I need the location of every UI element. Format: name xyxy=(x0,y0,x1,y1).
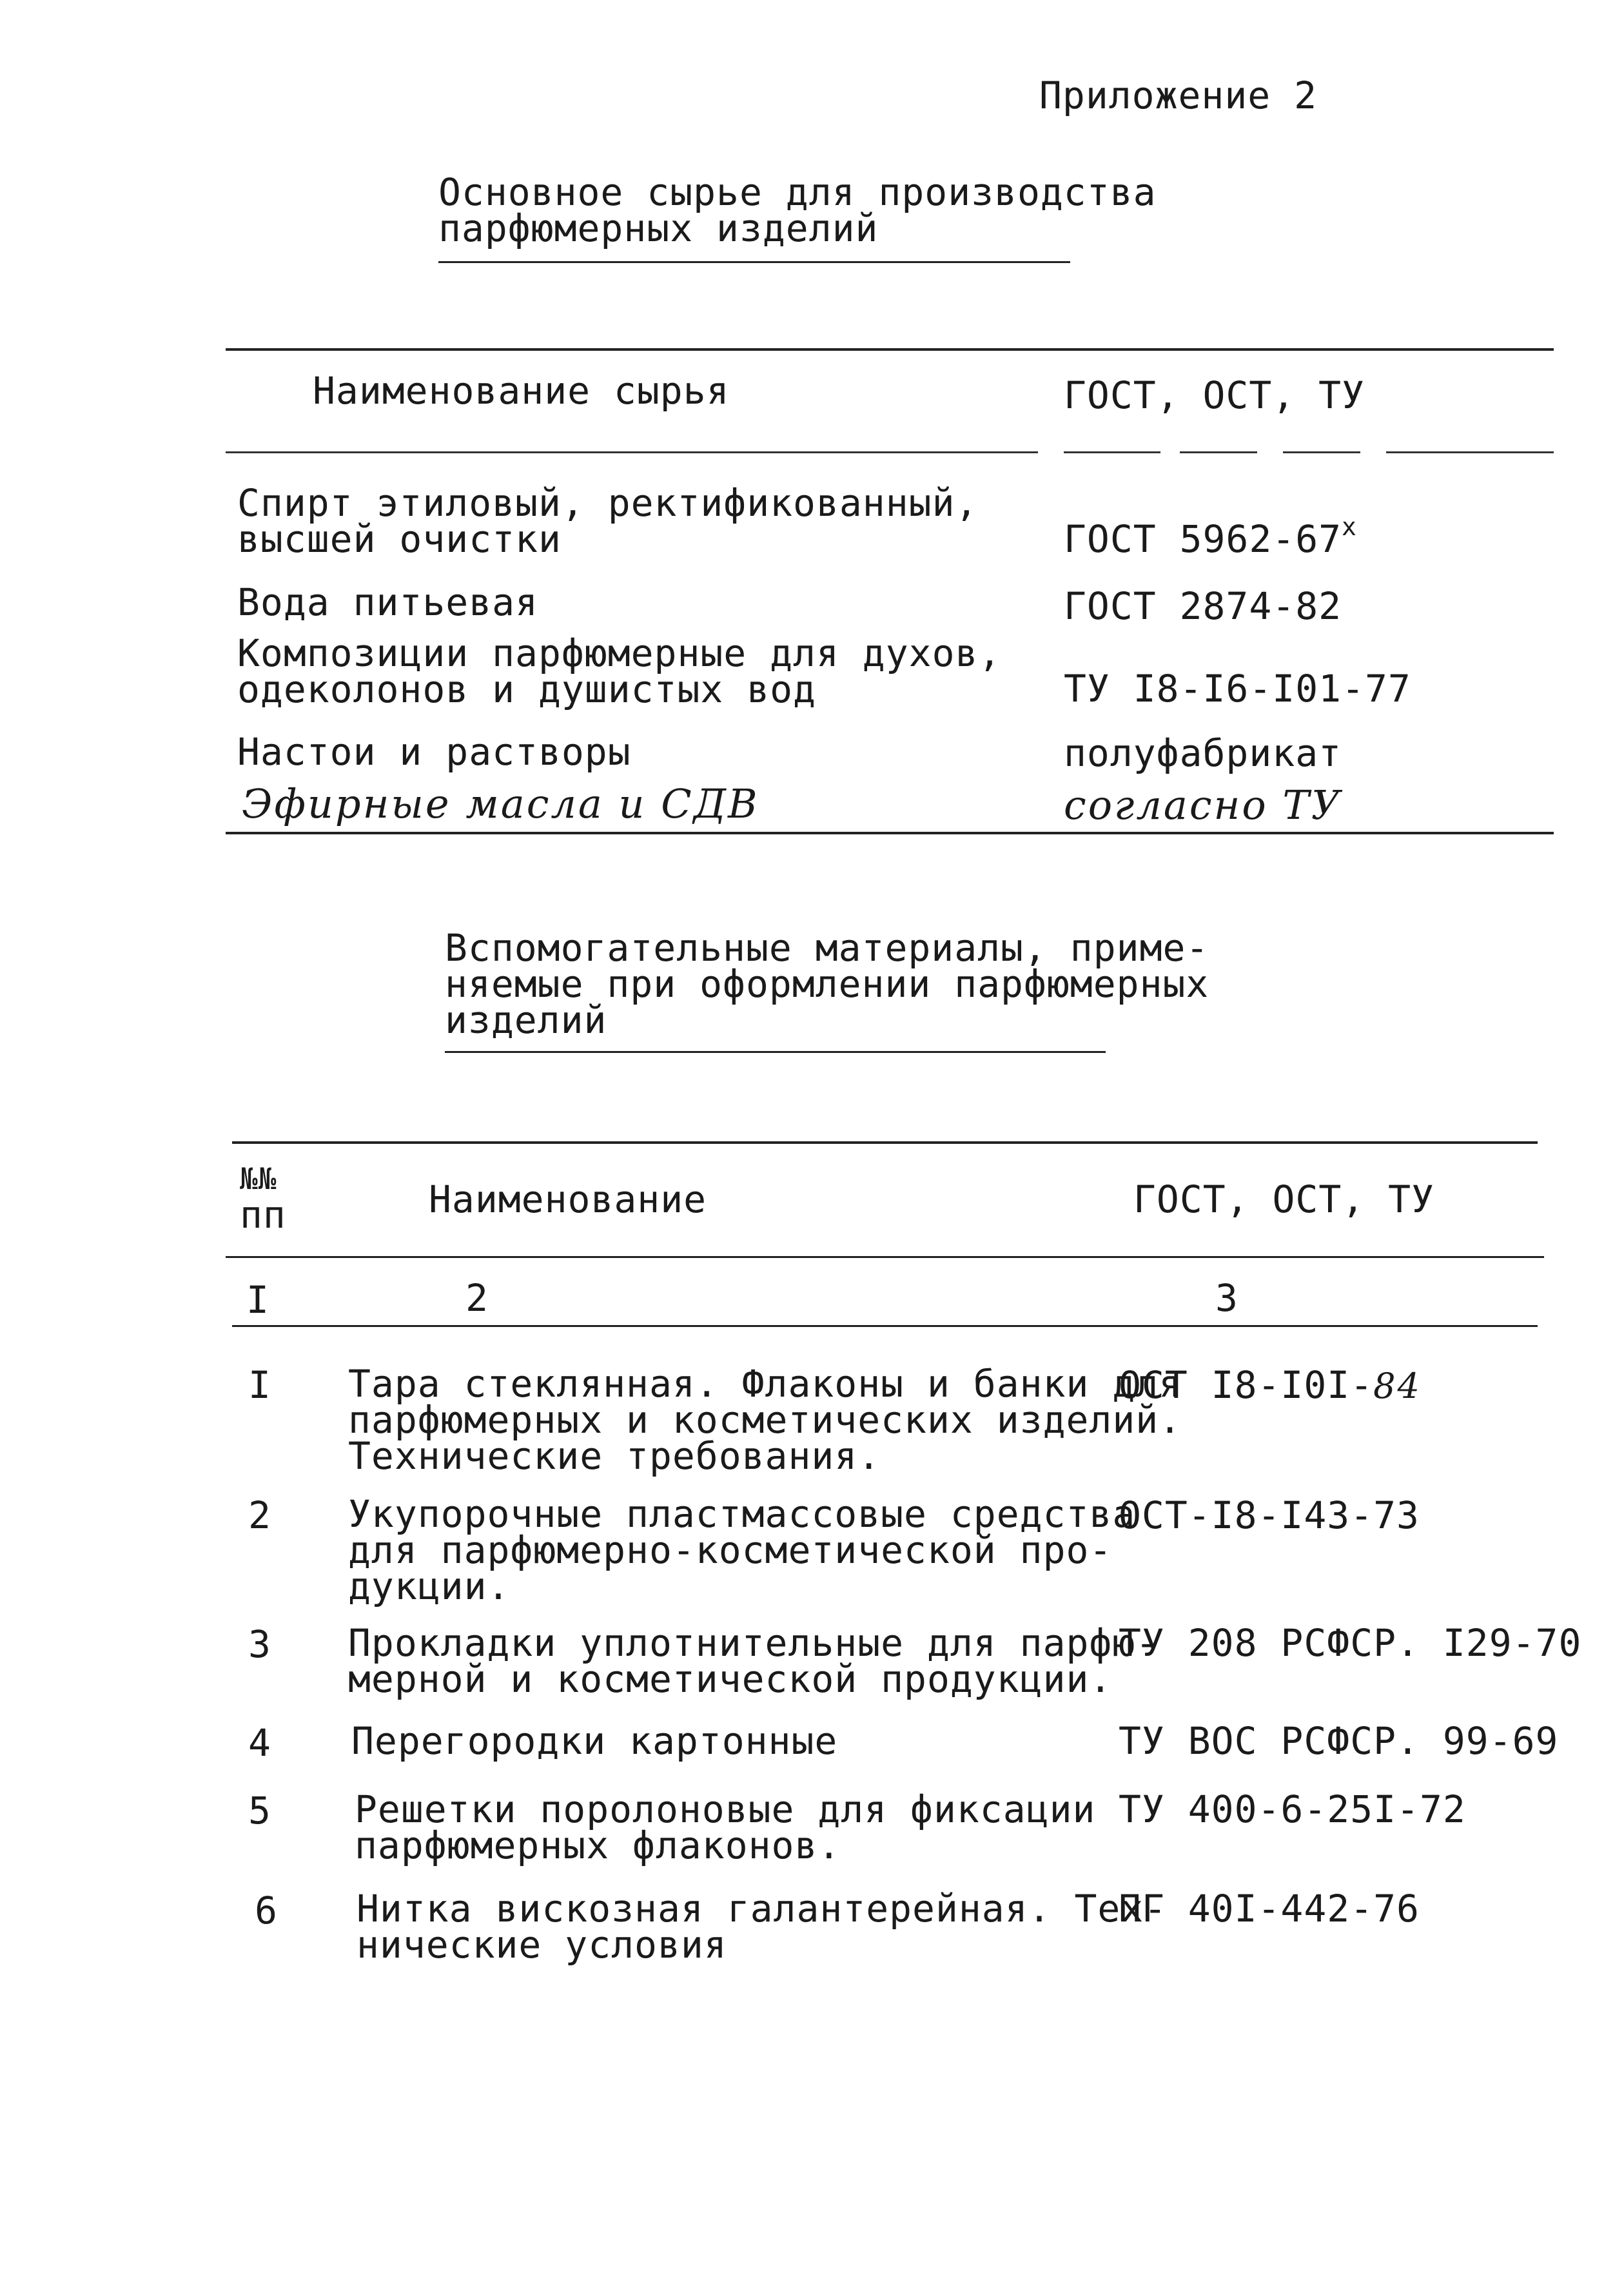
section2-title-line: изделий xyxy=(445,998,607,1042)
table2-row-standard: ТУ 400-6-25I-72 xyxy=(1119,1787,1466,1831)
table2-cell-text: Технические требования. xyxy=(348,1434,881,1478)
table1-cell-text: Композиции парфюмерные для духов, xyxy=(237,631,1002,675)
table2-row-num: 2 xyxy=(248,1493,271,1537)
table2-row-name xyxy=(357,1887,1168,1967)
table2-row-name xyxy=(348,1362,1182,1478)
table2-header-rule xyxy=(226,1256,1544,1258)
table2-cell-text: для парфюмерно-косметической про- xyxy=(348,1528,1113,1572)
table1-header-rule xyxy=(1064,451,1160,453)
table1-cell-text: Спирт этиловый, ректификованный, xyxy=(237,481,979,525)
table2-cell-text: Укупорочные пластмассовые средства xyxy=(348,1492,1136,1536)
table2-row-num: 4 xyxy=(248,1721,271,1765)
section1-title-line: Основное сырье для производства xyxy=(438,170,1157,214)
table2-header-num-line: №№ xyxy=(240,1161,277,1196)
appendix-label: Приложение 2 xyxy=(1039,74,1318,117)
table2-cell-text: дукции. xyxy=(348,1564,511,1608)
handwritten-year: 84 xyxy=(1373,1366,1422,1406)
section2-title-line: няемые при оформлении парфюмерных xyxy=(445,962,1209,1006)
section1-title-line: парфюмерных изделий xyxy=(438,206,879,250)
table2-cell-text: парфюмерных флаконов. xyxy=(355,1823,841,1867)
section2-title-underline xyxy=(445,1051,1106,1053)
table1-header-rule xyxy=(1180,451,1257,453)
table2-row-num: 3 xyxy=(248,1622,271,1666)
table2-row-name xyxy=(348,1621,1159,1701)
table2-row-standard: ОСТ-I8-I43-73 xyxy=(1119,1493,1420,1537)
table2-row-name: Перегородки картонные xyxy=(351,1719,838,1763)
section1-title xyxy=(438,170,1157,250)
table2-top-rule xyxy=(232,1141,1538,1144)
table1-bottom-rule xyxy=(226,832,1554,834)
table2-row-name xyxy=(355,1787,1096,1867)
table1-row-name-handwritten: Эфирные масла и СДВ xyxy=(242,780,759,827)
table1-cell-text: высшей очистки xyxy=(237,517,562,561)
table2-row-num: 6 xyxy=(255,1889,278,1932)
table2-header-num-line: пп xyxy=(240,1193,286,1237)
table1-row-name xyxy=(237,481,979,561)
table1-cell-standard: ГОСТ 5962-67 xyxy=(1064,517,1342,561)
table2-cell-text: мерной и косметической продукции. xyxy=(348,1657,1113,1701)
table2-cell-text: парфюмерных и косметических изделий. xyxy=(348,1398,1182,1442)
table1-row-standard-handwritten: согласно ТУ xyxy=(1064,781,1342,829)
table1-top-rule xyxy=(226,348,1554,351)
section1-title-underline xyxy=(438,261,1070,263)
standard-superscript: x xyxy=(1342,513,1357,541)
table2-cell-text: Нитка вискозная галантерейная. Тех- xyxy=(357,1887,1168,1931)
table2-colnum: 2 xyxy=(465,1276,489,1320)
table1-row-standard: полуфабрикат xyxy=(1064,731,1342,775)
table1-row-name: Настои и растворы xyxy=(237,730,631,774)
table2-cell-text: Тара стеклянная. Флаконы и банки для xyxy=(348,1362,1182,1406)
table2-row-num: I xyxy=(248,1363,271,1407)
table1-header-rule xyxy=(1283,451,1360,453)
table2-cell-standard: ОСТ I8-I0I- xyxy=(1119,1363,1374,1407)
table1-header-rule xyxy=(226,451,1038,453)
table2-header-standard: ГОСТ, ОСТ, ТУ xyxy=(1133,1177,1434,1221)
table1-header-rule xyxy=(1386,451,1554,453)
table2-row-standard: ТУ 208 РСФСР. I29-70 xyxy=(1119,1621,1582,1665)
table1-row-standard: ГОСТ 2874-82 xyxy=(1064,584,1342,628)
table1-row-name xyxy=(237,631,1002,711)
table2-colnum-rule xyxy=(232,1325,1538,1327)
table2-colnum: I xyxy=(246,1278,269,1322)
table2-cell-text: Прокладки уплотнительные для парфю- xyxy=(348,1621,1159,1665)
table1-cell-text: одеколонов и душистых вод xyxy=(237,667,816,711)
table2-header-name: Наименование xyxy=(429,1177,707,1221)
table2-cell-text: нические условия xyxy=(357,1923,727,1967)
table2-row-standard: ПГ 40I-442-76 xyxy=(1119,1887,1420,1931)
table1-row-standard: ТУ I8-I6-I01-77 xyxy=(1064,667,1411,711)
table1-row-standard xyxy=(1064,513,1357,561)
table2-colnum: 3 xyxy=(1215,1276,1238,1320)
section2-title xyxy=(445,926,1209,1042)
section2-title-line: Вспомогательные материалы, приме- xyxy=(445,926,1209,970)
table1-row-name: Вода питьевая xyxy=(237,580,538,624)
table2-cell-text: Решетки поролоновые для фиксации xyxy=(355,1787,1096,1831)
table1-header-name: Наименование сырья xyxy=(313,369,730,413)
table2-header-num xyxy=(240,1161,286,1237)
table2-row-standard: ТУ ВОС РСФСР. 99-69 xyxy=(1119,1719,1559,1763)
table2-row-name xyxy=(348,1492,1136,1608)
table1-header-standard: ГОСТ, ОСТ, ТУ xyxy=(1064,373,1365,417)
table2-row-standard xyxy=(1119,1363,1422,1407)
table2-row-num: 5 xyxy=(248,1789,271,1833)
